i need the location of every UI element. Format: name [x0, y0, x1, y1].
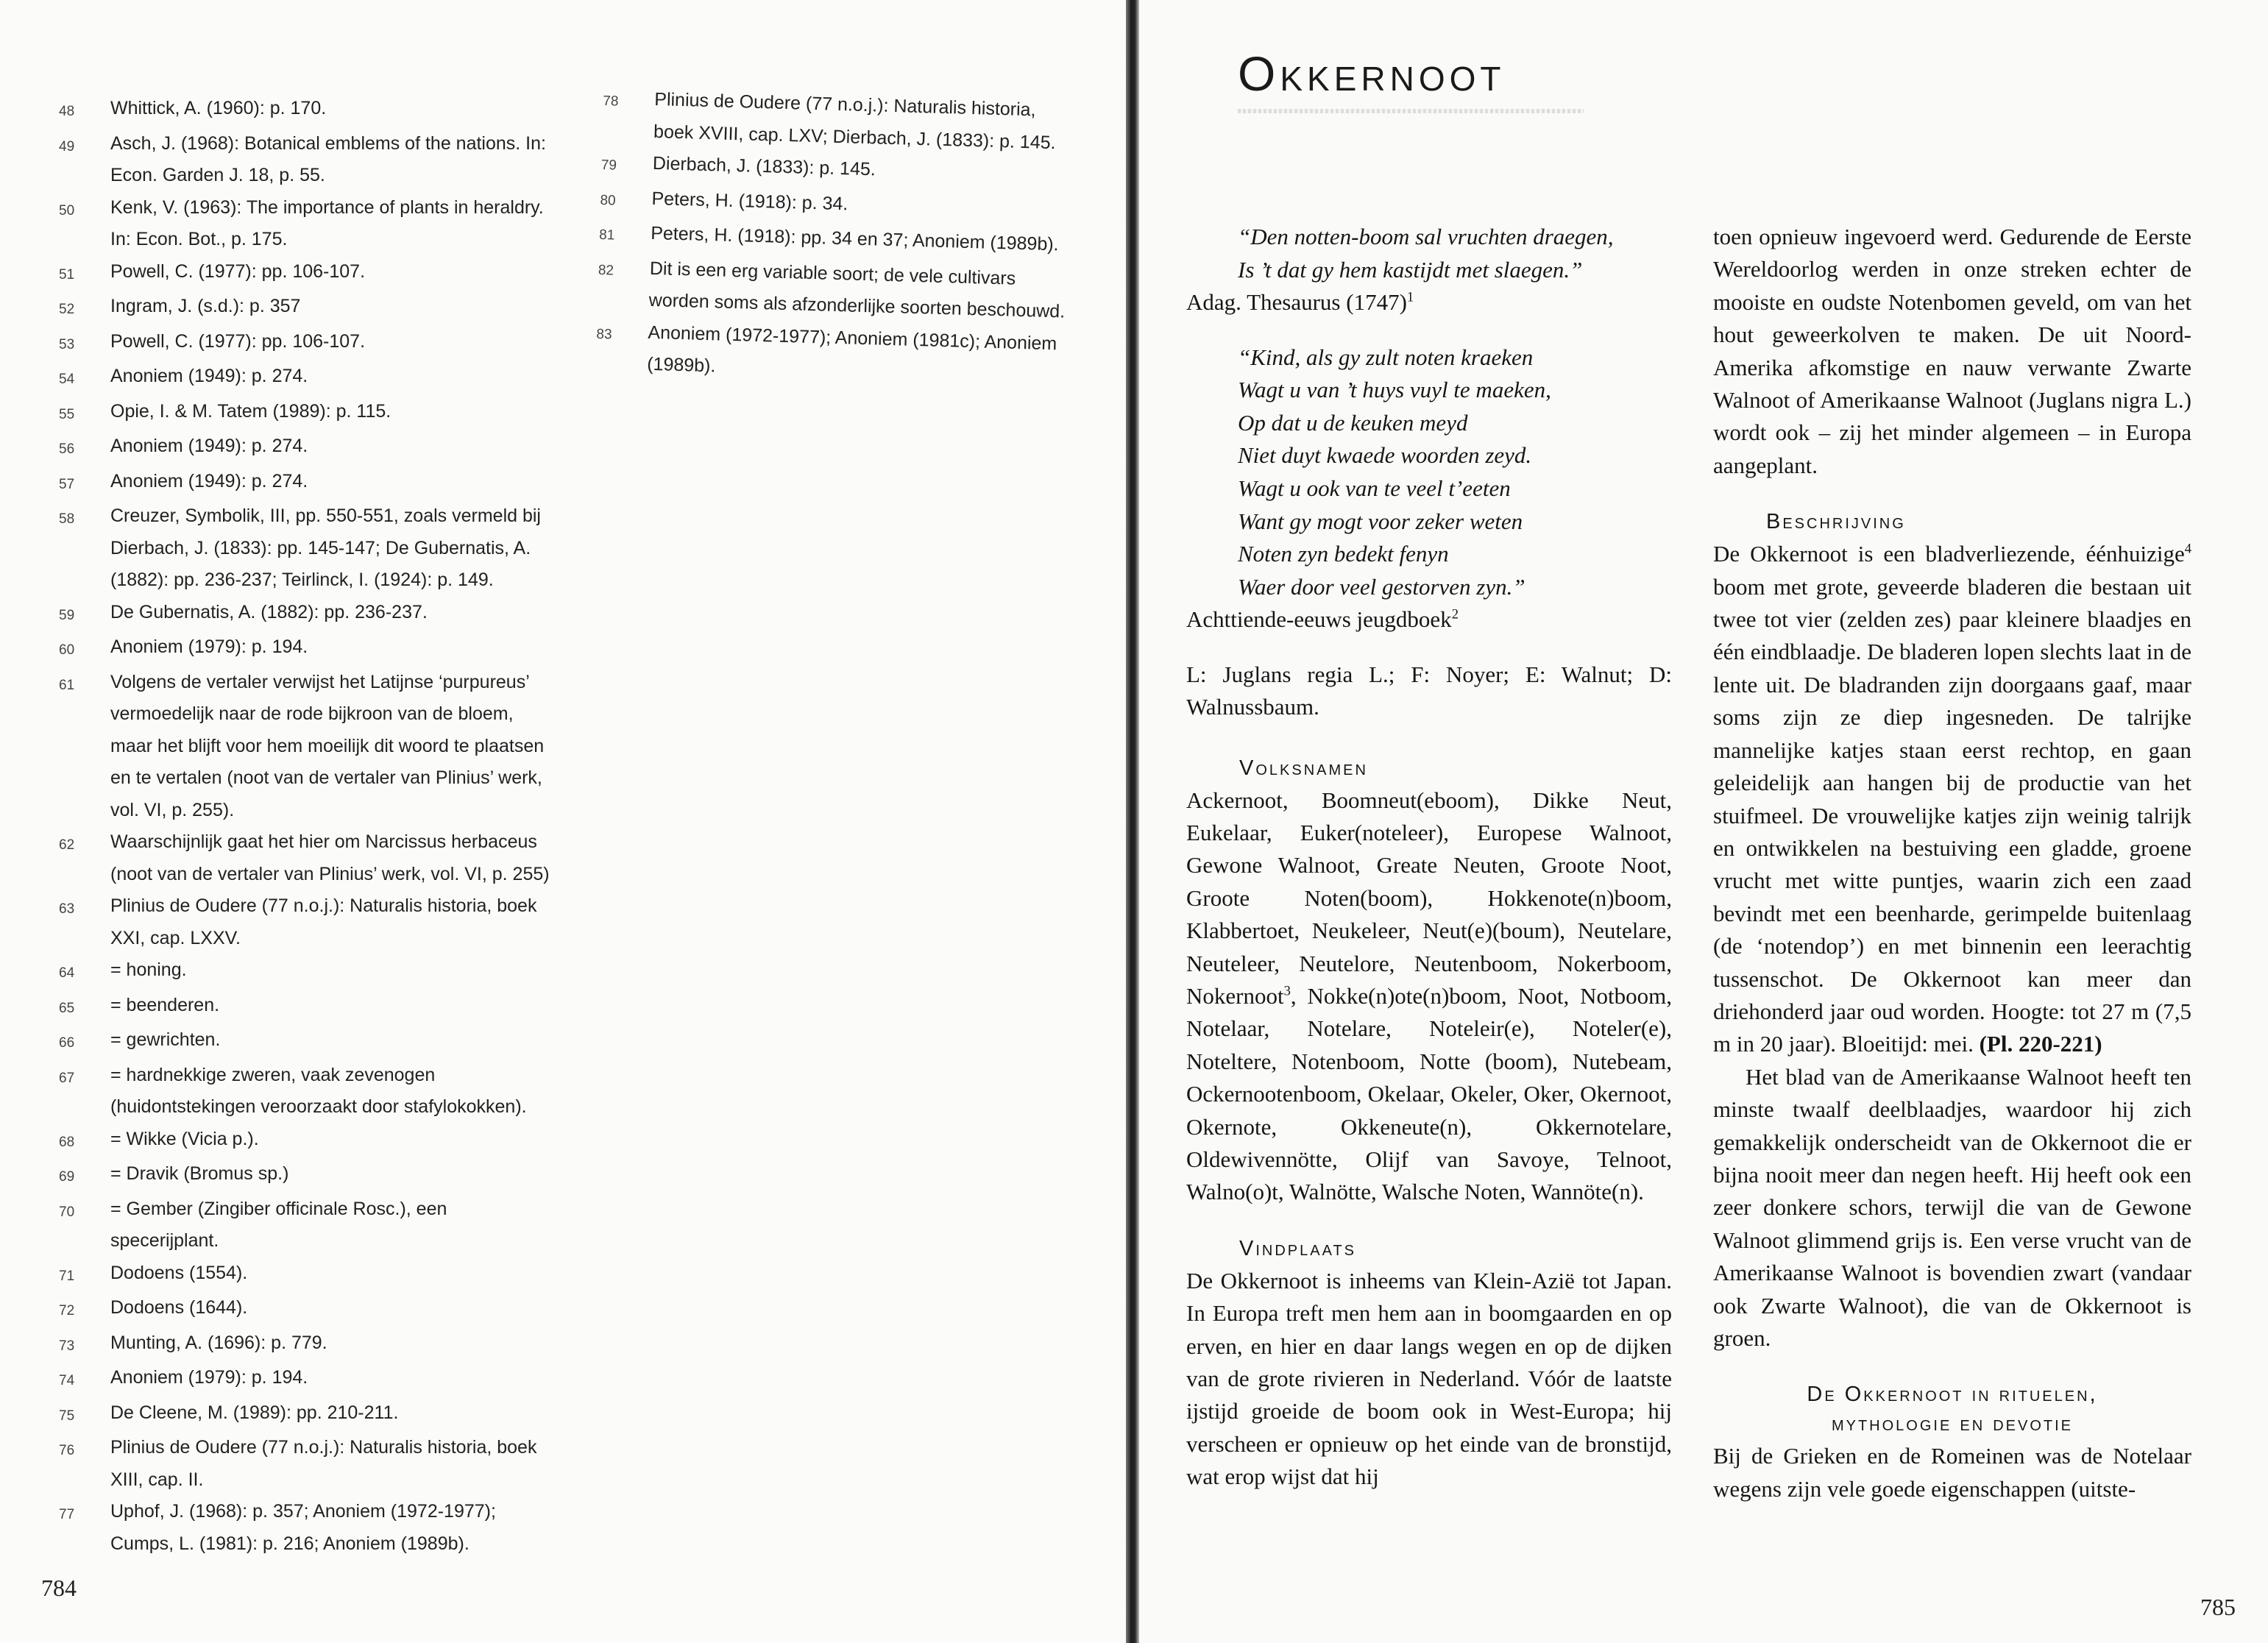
poem-line: “Den notten-boom sal vruchten draegen, — [1238, 224, 1614, 249]
footnote-text: Anoniem (1979): p. 194. — [110, 636, 308, 657]
text-column-left — [1186, 221, 1672, 1494]
poem-line: Noten zyn bedekt fenyn — [1238, 541, 1449, 567]
footnote-number: 69 — [59, 1169, 75, 1185]
footnote — [59, 890, 559, 954]
page-number-left: 784 — [41, 1575, 77, 1601]
poem-line: Niet duyt kwaede woorden zeyd. — [1238, 442, 1532, 469]
footnote-number: 48 — [59, 104, 75, 119]
footnote-text: = hardnekkige zweren, vaak zevenogen (huidontstekingen veroorzaakt door stafylokokken). — [110, 1064, 527, 1117]
footnote-text: Dodoens (1644). — [110, 1297, 248, 1318]
heading-rituelen: De Okkernoot in rituelen, mythologie en devotie — [1807, 1383, 2098, 1436]
epigraph-1-attribution: Adag. Thesaurus $(1747)^1$ — [1186, 289, 1414, 316]
footnote-text: Peters, H. (1918): pp. 34 en 37; Anoniem (1989b). — [650, 222, 1059, 255]
footnote-text: Munting, A. (1696): p. 779. — [110, 1332, 327, 1353]
footnote-number: 83 — [596, 326, 612, 342]
footnote — [59, 128, 559, 192]
footnote — [59, 1397, 559, 1433]
footnotes-column-1 — [59, 93, 559, 1560]
footnote-number: 53 — [59, 336, 75, 352]
poem-line: “Kind, als gy zult noten kraeken — [1238, 344, 1534, 370]
chapter-title: Okkernoot — [1238, 46, 1506, 101]
plate-reference: (Pl. 220-221) — [1979, 1031, 2102, 1057]
footnote-text: Anoniem (1949): p. 274. — [110, 470, 308, 492]
footnotes-column-2 — [595, 82, 1074, 392]
footnote-number: 68 — [59, 1134, 75, 1150]
title-underline — [1238, 109, 1584, 113]
footnote-number: 73 — [59, 1338, 75, 1354]
footnote — [59, 256, 559, 291]
footnote — [59, 667, 559, 827]
footnote-text: Opie, I. & M. Tatem (1989): p. 115. — [110, 400, 391, 422]
footnote-text: Powell, C. (1977): pp. 106-107. — [110, 260, 366, 282]
footnote-text: Plinius de Oudere (77 n.o.j.): Naturalis historia, boek XIII, cap. II. — [110, 1437, 537, 1490]
footnote-number: 60 — [59, 642, 75, 658]
footnote-text: Dodoens (1554). — [110, 1262, 248, 1283]
footnote-number: 72 — [59, 1303, 75, 1319]
poem-line: Wagt u ook van te veel t’eeten — [1238, 475, 1511, 501]
footnote-number: 82 — [598, 262, 614, 278]
text-column-right — [1713, 221, 2191, 1505]
epigraph-2 — [1238, 341, 1672, 604]
footnote — [59, 326, 559, 361]
footnote-text: Waarschijnlijk gaat het hier om Narcissus herbaceus (noot van de vertaler van Plinius’ werk, vol. VI, p. 255) — [110, 831, 550, 884]
footnote — [59, 826, 559, 890]
footnote-text: Powell, C. (1977): pp. 106-107. — [110, 330, 366, 352]
rituelen-text: Bij de Grieken en de Romeinen was de Notelaar wegens zijn vele goede eigenschappen (uitste- — [1713, 1443, 2191, 1502]
footnote-number: 77 — [59, 1507, 75, 1522]
footnote-number: 57 — [59, 476, 75, 492]
left-page — [0, 0, 1126, 1643]
footnote — [59, 430, 559, 466]
vindplaats-text: De Okkernoot is inheems van Klein-Azië tot Japan. In Europa treft men hem aan in boomgaarden en op erven, en hier en daar langs wegen en op de dijken van de grote rivieren in Nederland. Vóór de laatste ijstijd groeide de boom ook in West-Europa; hij verscheen er opnieuw op het einde van de bronstijd, wat erop wijst dat hij — [1186, 1267, 1672, 1490]
footnote-number: 67 — [59, 1070, 75, 1086]
footnote — [595, 315, 1068, 392]
footnote-number: 61 — [59, 677, 75, 693]
beschrijving-text-2: Het blad van de Amerikaanse Walnoot heeft ten minste twaalf deelblaadjes, waardoor hij zich gemakkelijk onderscheidt van de Okkernoot die er bijna nooit meer dan negen heeft. Hij heeft ook een zeer donkere schors, terwijl die van de Gewone Walnoot glimmend grijs is. Een verse vrucht van de Amerikaanse Walnoot is bovendien zwart (vandaar ook Zwarte Walnoot), die van de Okkernoot is groen. — [1713, 1063, 2191, 1351]
footnote — [59, 1193, 559, 1257]
footnote-text: Anoniem (1949): p. 274. — [110, 366, 308, 386]
footnote-number: 49 — [59, 138, 75, 155]
heading-vindplaats: Vindplaats — [1239, 1236, 1357, 1260]
vindplaats-continued: toen opnieuw ingevoerd werd. Gedurende de Eerste Wereldoorlog werden in onze streken echter de mooiste en oudste Notenbomen geveld, om van het hout geweerkolven te maken. De uit Noord-Amerika afkomstige en nauw verwante Zwarte Walnoot of Amerikaanse Walnoot (Juglans nigra L.) wordt ook – zij het minder algemeen – in Europa aangeplant. — [1713, 224, 2191, 478]
footnote — [59, 192, 559, 256]
footnote-number: 64 — [59, 965, 75, 981]
footnote-text: Peters, H. (1918): p. 34. — [651, 188, 848, 214]
footnote-text: Asch, J. (1968): Botanical emblems of the nations. In: Econ. Garden J. 18, p. 55. — [110, 132, 546, 185]
footnote-number: 59 — [59, 607, 75, 623]
footnote — [59, 631, 559, 667]
footnote — [59, 954, 559, 990]
footnote — [59, 1024, 559, 1060]
footnote-number: 78 — [602, 93, 619, 110]
footnote — [59, 466, 559, 501]
footnote-number: 50 — [59, 202, 75, 219]
poem-line: Wagt u van ’t huys vuyl te maeken, — [1238, 377, 1551, 403]
page-number-right: 785 — [2200, 1594, 2236, 1620]
footnote-text: De Gubernatis, A. (1882): pp. 236-237. — [110, 601, 428, 622]
footnote-text: Volgens de vertaler verwijst het Latijnse ‘purpureus’ vermoedelijk naar de rode bijkroon van de bloem, maar het blijft voor hem moeilijk dit woord te plaatsen en te vertalen (noot van de vertaler van Plinius’ werk, vol. VI, p. 255). — [110, 671, 545, 820]
footnote — [59, 1432, 559, 1496]
footnote — [59, 1257, 559, 1293]
footnote — [59, 500, 559, 597]
footnote — [59, 1327, 559, 1363]
footnote-text: = honing. — [110, 959, 187, 980]
poem-line: Waer door veel gestorven zyn.” — [1238, 573, 1525, 600]
footnote-text: Dierbach, J. (1833): p. 145. — [652, 152, 876, 180]
heading-volksnamen: Volksnamen — [1239, 756, 1368, 780]
footnote — [59, 597, 559, 632]
footnote-text: Plinius de Oudere (77 n.o.j.): Naturalis historia, boek XVIII, cap. LXV; Dierbach, J. (1833): p. 145. — [653, 88, 1056, 153]
footnote-text: Creuzer, Symbolik, III, pp. 550-551, zoals vermeld bij Dierbach, J. (1833): pp. 145-147; De Gubernatis, A. (1882): pp. 236-237; Teirlinck, I. (1924): p. 149. — [110, 505, 541, 590]
footnote-number: 58 — [59, 511, 75, 527]
footnote — [59, 990, 559, 1025]
footnote — [59, 361, 559, 396]
footnote-text: = beenderen. — [110, 994, 220, 1015]
beschrijving-text: De Okkernoot is een bladverliezende, éénhuizige$^4$ boom met grote, geveerde bladeren die bestaan uit twee tot vier (zelden zes) paar kleinere blaadjes en één eindblaadje. De bladeren lopen slechts laat in de lente uit. De bladranden zijn doorgaans gaaf, maar soms zijn ze diep ingesneden. De talrijke mannelijke katjes staan eerst rechtop, en gaan geleidelijk aan hangen bij de productie van het stuifmeel. De vrouwelijke katjes zijn weinig talrijk en ontwikkelen na bestuiving een gladde, groene vrucht met witte puntjes, waarin zich een zaad bevindt met een beenharde, gerimpelde buitenlaag (de ‘notendop’) en met binnenin een leerachtig tussenschot. De Okkernoot kan meer dan driehonderd jaar oud worden. Hoogte: tot 27 m (7,5 m in 20 jaar). Bloeitijd: mei. (Pl. 220-221) — [1713, 541, 2191, 1057]
footnote-number: 75 — [59, 1408, 75, 1424]
footnote-number: 76 — [59, 1443, 75, 1458]
footnote — [59, 1158, 559, 1193]
footnote — [59, 1060, 559, 1124]
footnote-number: 51 — [59, 266, 75, 283]
footnote-text: = Wikke (Vicia p.). — [110, 1128, 259, 1149]
epigraph-2-attribution: Achttiende-eeuws jeugdboek$^2$ — [1186, 606, 1459, 633]
footnote-text: = Gember (Zingiber officinale Rosc.), een specerijplant. — [110, 1198, 447, 1251]
footnote-number: 70 — [59, 1204, 75, 1220]
poem-line: Op dat u de keuken meyd — [1238, 409, 1468, 436]
footnote-number: 74 — [59, 1373, 75, 1388]
footnote-text: Kenk, V. (1963): The importance of plants in heraldry. In: Econ. Bot., p. 175. — [110, 196, 544, 249]
footnote-text: Plinius de Oudere (77 n.o.j.): Naturalis historia, boek XXI, cap. LXXV. — [110, 895, 537, 948]
footnote-text: Anoniem (1949): p. 274. — [110, 436, 308, 456]
footnote — [59, 1362, 559, 1397]
footnote-text: Dit is een erg variable soort; de vele cultivars worden soms als afzonderlijke soorten beschouwd. — [648, 258, 1066, 322]
footnote-text: = Dravik (Bromus sp.) — [110, 1163, 289, 1184]
footnote-number: 81 — [598, 227, 615, 244]
footnote-text: De Cleene, M. (1989): pp. 210-211. — [110, 1402, 399, 1423]
poem-line: Want gy mogt voor zeker weten — [1238, 508, 1523, 534]
poem-line: Is ’t dat gy hem kastijdt met slaegen.” — [1238, 256, 1583, 283]
epigraph-1 — [1238, 221, 1672, 286]
footnote-number: 79 — [600, 157, 617, 174]
footnote-number: 71 — [59, 1268, 75, 1284]
footnote-number: 66 — [59, 1035, 75, 1051]
volksnamen-text: Ackernoot, Boomneut(eboom), Dikke Neut, Eukelaar, Euker(noteleer), Europese Walnoot, Gewone Walnoot, Greate Neuten, Groote Noot, Groote Noten(boom), Hokkenote(n)boom, Klabbertoet, Neukeleer, Neut(e)(boum), Neutelare, Neuteleer, Neutelore, Neutenboom, Nokerboom, Nokernoot$^3$, Nokke(n)ote(n)boom, Noot, Notboom, Notelaar, Notelare, Noteleir(e), Noteler(e), Noteltere, Notenboom, Notte (boom), Nutebeam, Ockernootenboom, Okelaar, Okeler, Oker, Okernoot, Okernote, Okkeneute(n), Okkernotelare, Oldewivennötte, Olijf van Savoye, Telnoot, Walno(o)t, Walnötte, Walsche Noten, Wannöte(n). — [1186, 787, 1672, 1205]
footnote-number: 63 — [59, 901, 75, 917]
footnote — [59, 1292, 559, 1327]
heading-beschrijving: Beschrijving — [1766, 510, 1906, 534]
footnote-number: 55 — [59, 406, 75, 422]
footnote-number: 65 — [59, 1000, 75, 1016]
footnote — [59, 396, 559, 431]
footnote-number: 62 — [59, 837, 75, 853]
footnote-text: Anoniem (1979): p. 194. — [110, 1367, 308, 1388]
species-names: L: Juglans regia L.; F: Noyer; E: Walnut; D: Walnussbaum. — [1186, 661, 1672, 720]
footnote — [59, 1124, 559, 1159]
footnote — [59, 291, 559, 326]
footnote — [59, 1496, 559, 1560]
footnote-text: Whittick, A. (1960): p. 170. — [110, 98, 327, 118]
footnote-number: 54 — [59, 372, 75, 387]
footnote-number: 52 — [59, 302, 75, 317]
footnote-text: = gewrichten. — [110, 1029, 221, 1050]
footnote — [59, 93, 559, 128]
footnote-text: Anoniem (1972-1977); Anoniem (1981c); Anoniem (1989b). — [646, 322, 1057, 377]
footnote-text: Ingram, J. (s.d.): p. 357 — [110, 296, 301, 316]
footnote-text: Uphof, J. (1968): p. 357; Anoniem (1972-1977); Cumps, L. (1981): p. 216; Anoniem (1989b). — [110, 1501, 496, 1554]
book-gutter — [1126, 0, 1139, 1643]
footnote-number: 56 — [59, 441, 75, 457]
footnote-number: 80 — [600, 192, 616, 209]
